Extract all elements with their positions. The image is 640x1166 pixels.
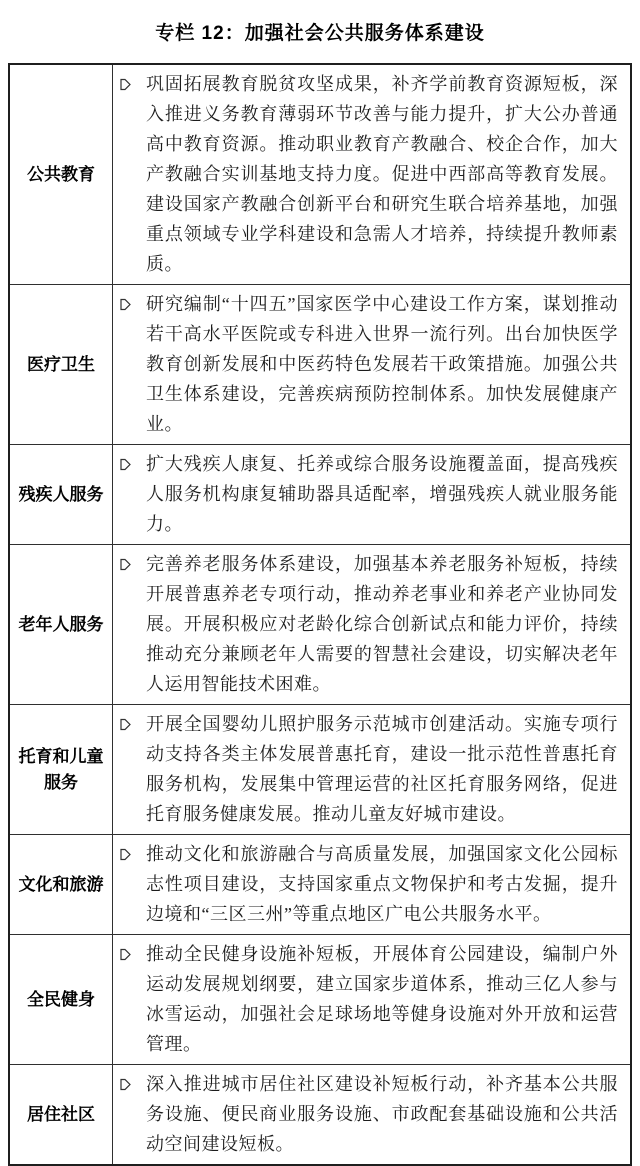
table-row [10, 285, 630, 445]
row-label-cell [10, 545, 113, 704]
row-content-cell [113, 445, 630, 544]
table-row [10, 65, 630, 285]
page-title: 专栏 12：加强社会公共服务体系建设 [155, 23, 485, 44]
table-row [10, 835, 630, 935]
row-label-cell [10, 935, 113, 1064]
table-row [10, 545, 630, 705]
row-text: 推动全民健身设施补短板，开展体育公园建设，编制户外运动发展规划纲要，建立国家步道体系，推动三亿人参与冰雪运动，加强社会足球场地等健身设施对外开放和运营管理。 [146, 944, 618, 1054]
table-row [10, 445, 630, 545]
row-label-cell [10, 1065, 113, 1164]
arrow-bullet-icon [120, 458, 131, 471]
row-text: 扩大残疾人康复、托养或综合服务设施覆盖面，提高残疾人服务机构康复辅助器具适配率，增强残疾人就业服务能力。 [146, 454, 618, 534]
row-label: 全民健身 [27, 989, 95, 1009]
arrow-bullet-icon [120, 298, 131, 311]
row-content-cell [113, 835, 630, 934]
table-row [10, 1065, 630, 1164]
row-label: 医疗卫生 [27, 354, 95, 374]
row-content-cell [113, 65, 630, 284]
table-row [10, 705, 630, 835]
row-label: 托育和儿童服务 [18, 746, 104, 792]
arrow-bullet-icon [120, 78, 131, 91]
row-content-cell [113, 545, 630, 704]
row-label-cell [10, 285, 113, 444]
row-label: 老年人服务 [18, 614, 104, 634]
row-content-cell [113, 1065, 630, 1164]
arrow-bullet-icon [120, 558, 131, 571]
arrow-bullet-icon [120, 718, 131, 731]
row-label-cell [10, 705, 113, 834]
row-label: 文化和旅游 [18, 874, 104, 894]
arrow-bullet-icon [120, 1078, 131, 1091]
row-text: 研究编制“十四五”国家医学中心建设工作方案，谋划推动若干高水平医院或专科进入世界一流行列。出台加快医学教育创新发展和中医药特色发展若干政策措施。加强公共卫生体系建设，完善疾病预防控制体系。加快发展健康产业。 [146, 294, 618, 434]
table-row [10, 935, 630, 1065]
row-label: 公共教育 [27, 164, 95, 184]
row-text: 巩固拓展教育脱贫攻坚成果，补齐学前教育资源短板，深入推进义务教育薄弱环节改善与能力提升，扩大公办普通高中教育资源。推动职业教育产教融合、校企合作，加大产教融合实训基地支持力度。促进中西部高等教育发展。建设国家产教融合创新平台和研究生联合培养基地，加强重点领域专业学科建设和急需人才培养，持续提升教师素质。 [146, 74, 618, 274]
row-content-cell [113, 935, 630, 1064]
row-label: 残疾人服务 [18, 484, 104, 504]
row-label-cell [10, 445, 113, 544]
arrow-bullet-icon [120, 848, 131, 861]
row-text: 开展全国婴幼儿照护服务示范城市创建活动。实施专项行动支持各类主体发展普惠托育，建设一批示范性普惠托育服务机构，发展集中管理运营的社区托育服务网络，促进托育服务健康发展。推动儿童友好城市建设。 [146, 714, 618, 824]
service-table [8, 63, 632, 1166]
row-text: 完善养老服务体系建设，加强基本养老服务补短板，持续开展普惠养老专项行动，推动养老事业和养老产业协同发展。开展积极应对老龄化综合创新试点和能力评价，持续推动充分兼顾老年人需要的智慧社会建设，切实解决老年人运用智能技术困难。 [146, 554, 618, 694]
row-label-cell [10, 835, 113, 934]
row-content-cell [113, 285, 630, 444]
row-label: 居住社区 [27, 1104, 95, 1124]
row-text: 深入推进城市居住社区建设补短板行动，补齐基本公共服务设施、便民商业服务设施、市政配套基础设施和公共活动空间建设短板。 [146, 1074, 618, 1154]
row-label-cell [10, 65, 113, 284]
arrow-bullet-icon [120, 948, 131, 961]
row-text: 推动文化和旅游融合与高质量发展，加强国家文化公园标志性项目建设，支持国家重点文物保护和考古发掘，提升边境和“三区三州”等重点地区广电公共服务水平。 [146, 844, 618, 924]
row-content-cell [113, 705, 630, 834]
